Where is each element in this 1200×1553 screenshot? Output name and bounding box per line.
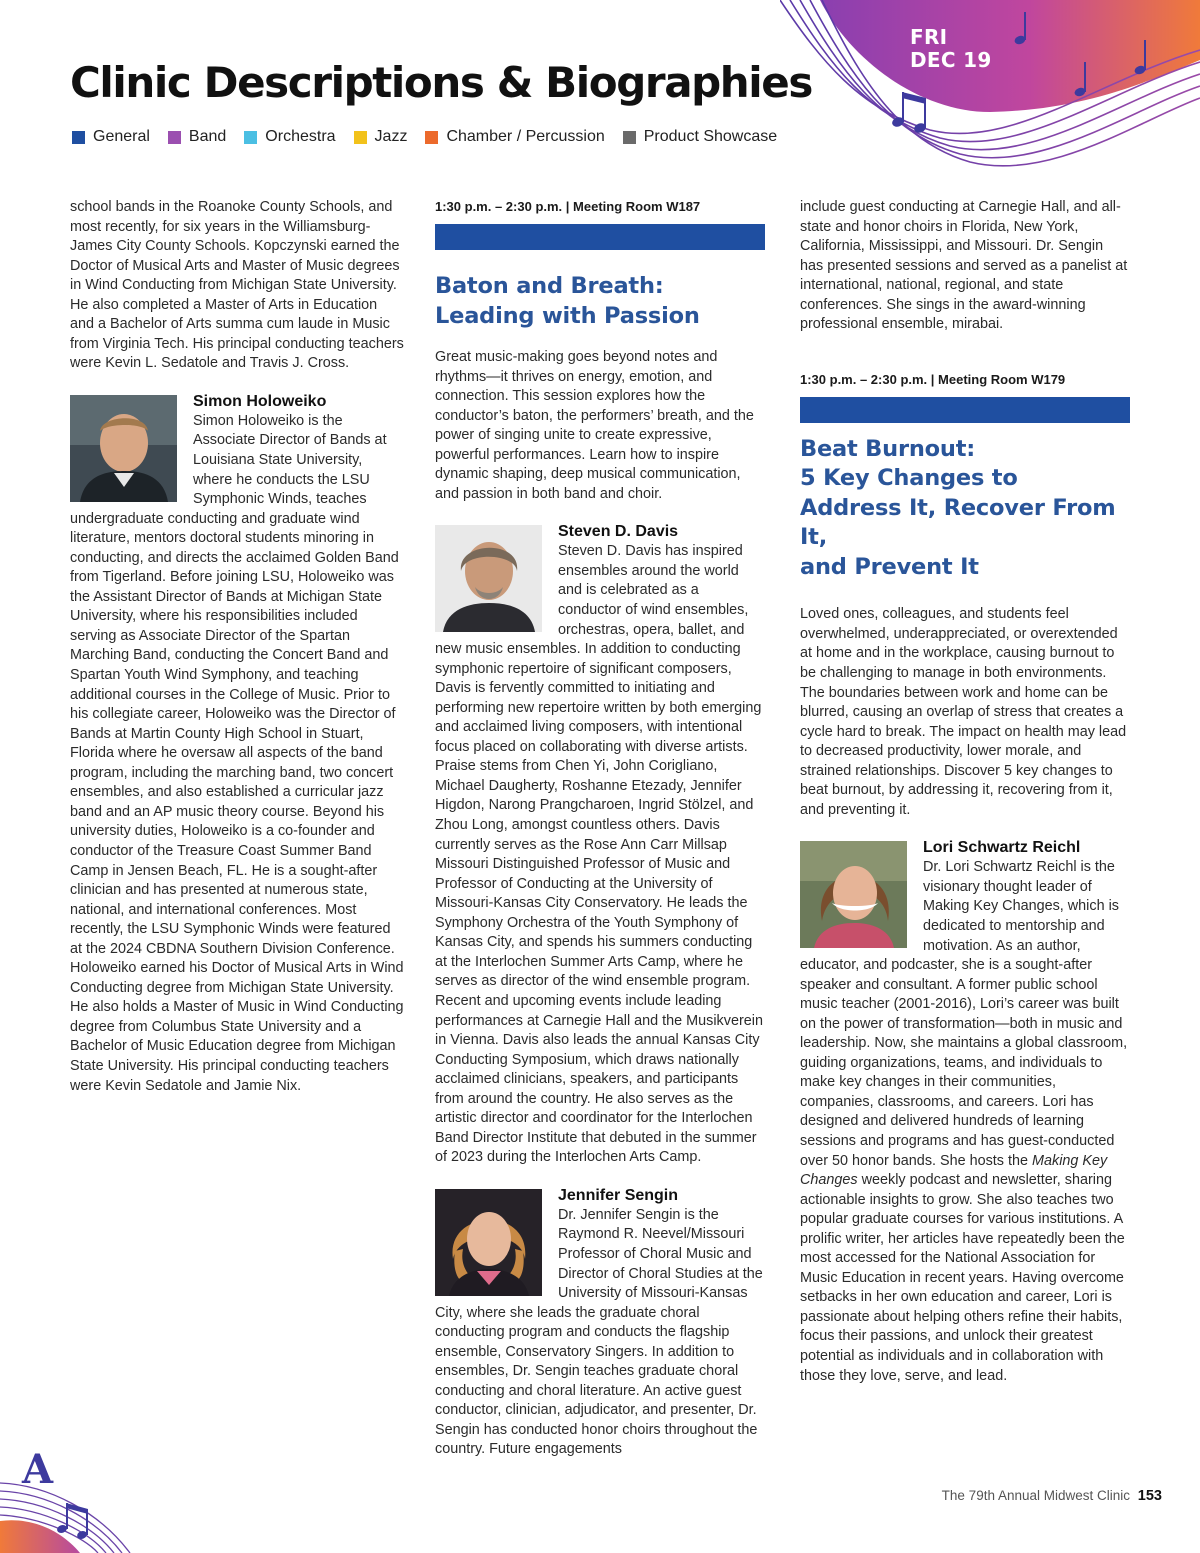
legend-item-general xyxy=(72,128,150,146)
page-title: Clinic Descriptions & Biographies xyxy=(70,58,812,107)
legend-label: Chamber / Percussion xyxy=(446,128,605,145)
legend-swatch xyxy=(425,131,438,144)
column-right xyxy=(800,198,1130,1386)
legend-item-product-showcase xyxy=(623,128,777,146)
continued-bio-text: school bands in the Roanoke County Schools, and most recently, for six years in the Williamsburg-James City County Schools. Kopczynski earned the Doctor of Musical Arts and Master of Music degrees in Wind Conducting from Michigan State University. He also completed a Master of Arts in Education and a Bachelor of Arts summa cum laude in Music from Virginia Tech. His principal conducting teachers were Kevin L. Sedatole and Travis J. Cross. xyxy=(70,199,404,372)
legend-swatch xyxy=(354,131,367,144)
bio-name: Simon Holoweiko xyxy=(193,392,327,410)
bio-lori-schwartz-reichl xyxy=(800,838,1130,1386)
bio-jennifer-sengin xyxy=(435,1186,765,1460)
portrait-photo xyxy=(70,395,177,502)
date-text: DEC 19 xyxy=(910,48,992,72)
legend-swatch xyxy=(72,131,85,144)
continued-bio-text: include guest conducting at Carnegie Hall, and all-state and honor choirs in Florida, New York, California, Mississippi, and Missouri. Dr. Sengin has presented sessions and served as a panelist at international, national, regional, and state conferences. She sings in the award-winning professional ensemble, mirabai. xyxy=(800,199,1128,333)
page-footer xyxy=(942,1488,1162,1504)
legend-item-chamber-percussion xyxy=(425,128,604,146)
session-description: Loved ones, colleagues, and students feel overwhelmed, underappreciated, or overextended at home and in the workplace, causing burnout to be challenging to manage in both environments. The boundaries between work and home can be blurred, causing an overlap of stress that creates a cycle hard to break. The impact on health may lead to decreased productivity, lower morale, and strained relationships. Discover 5 key changes to beat burnout, by addressing it, recovering from it, and preventing it. xyxy=(800,606,1127,818)
legend-item-orchestra xyxy=(244,128,335,146)
legend-swatch xyxy=(244,131,257,144)
legend-item-band xyxy=(168,128,226,146)
portrait-photo xyxy=(435,1189,542,1296)
legend-swatch xyxy=(623,131,636,144)
bio-name: Steven D. Davis xyxy=(558,523,679,541)
legend-label: Orchestra xyxy=(265,128,336,145)
footer-music-decoration xyxy=(0,1443,160,1553)
column-left xyxy=(70,198,404,1096)
session-description: Great music-making goes beyond notes and rhythms—it thrives on energy, emotion, and connection. This session explores how the conductor’s baton, the performers’ breath, and the power of singing unite to create expressive, powerful performances. Learn how to inspire dynamic shaping, deep musical communication, and passion in both band and choir. xyxy=(435,349,754,502)
session-title-line: 5 Key Changes to xyxy=(800,465,1018,492)
footer-publication: The 79th Annual Midwest Clinic xyxy=(941,1488,1131,1503)
legend-item-jazz xyxy=(354,128,408,146)
session-title-line: Beat Burnout: xyxy=(800,435,976,462)
bio-name: Lori Schwartz Reichl xyxy=(923,839,1081,857)
legend-label: Product Showcase xyxy=(643,128,778,145)
legend-label: General xyxy=(93,128,150,145)
bio-steven-davis xyxy=(435,522,765,1168)
legend-label: Band xyxy=(188,128,227,145)
session-title-line: Baton and Breath: xyxy=(435,273,664,299)
bio-name: Jennifer Sengin xyxy=(558,1186,679,1204)
session-title-line: Address It, Recover From It, xyxy=(800,494,1116,551)
legend-swatch xyxy=(168,131,181,144)
bio-text: Simon Holoweiko is the Associate Director of Bands at Louisiana State University, where he conducts the LSU Symphonic Winds, teaches undergraduate conducting and graduate wind literature, mentors doctoral students minoring in conducting, and directs the acclaimed Golden Band from Tigerland. Before joining LSU, Holoweiko was the Assistant Director of Bands at Michigan State University, where his responsibilities included serving as Associate Director of the Spartan Marching Band, conducting the Concert Band and Spartan Youth Wind Symphony, and teaching additional courses in the College of Music. Prior to his collegiate career, Holoweiko was the Director of Bands at Martin County High School in Stuart, Florida where he oversaw all aspects of the band program, including the marching band, two concert ensembles, and also established a curricular jazz band and an AP music theory course. Beyond his university duties, Holoweiko is a co-founder and conductor of the Treasure Coast Summer Band Camp in Jensen Beach, FL. He is a sought-after clinician and has presented at numerous state, national, and international conferences. Most recently, the LSU Symphonic Winds were featured at the 2024 CBDNA Southern Division Conference. Holoweiko earned his Doctor of Musical Arts in Wind Conducting degree from Michigan State University. He also holds a Master of Music in Wind Conducting degree from Columbus State University and a Bachelor of Music Education degree from Michigan State University. His principal conducting teachers were Kevin Sedatole and Jamie Nix. xyxy=(70,412,404,1094)
session-title xyxy=(435,272,765,331)
portrait-photo xyxy=(435,525,542,632)
bio-text-part: weekly podcast and newsletter, sharing actionable insights to grow. She also teaches two popular graduate courses for various institutions. A prolific writer, her articles have repeatedly been the most accessed for the National Association for Music Education in recent years. Having overcome setbacks in her own education and career, Lori is passionate about helping others refine their habits, focus their passions, and unlock their greatest potential as individuals and in collaboration with those they love, serve, and lead. xyxy=(800,1172,1125,1384)
session-title-line: and Prevent It xyxy=(800,553,979,580)
page-number: 153 xyxy=(1137,1488,1162,1504)
legend-label: Jazz xyxy=(374,128,408,145)
bio-text: Steven D. Davis has inspired ensembles around the world and is celebrated as a conductor of wind ensembles, orchestras, opera, ballet, and new music ensembles. In addition to conducting symphonic repertoire of significant composers, Davis is fervently committed to initiating and performing new repertoire written by both emerging and acclaimed living composers, with intentional focus placed on collaborating with diverse artists. Praise stems from Chen Yi, John Corigliano, Michael Daugherty, Roshanne Etezady, Jennifer Higdon, Narong Prangcharoen, Ingrid Stölzel, and Zhou Long, amongst countless others. Davis currently serves as the Rose Ann Carr Millsap Missouri Distinguished Professor of Music and Professor of Conducting at the University of Missouri-Kansas City Conservatory. He leads the Symphony Orchestra of the Youth Symphony of Kansas City, and spends his summers conducting at the Interlochen Summer Arts Camp, where he serves as director of the wind ensemble program. Recent and upcoming events include leading performances at Carnegie Hall and the Musikverein in Vienna. Davis also leads the annual Kansas City Conducting Symposium, which draws nationally acclaimed clinicians, speakers, and participants from around the country. He also serves as the artistic director and coordinator for the Interlochen Band Director Institute that debuted in the summer of 2023 during the Interlochen Arts Camp. xyxy=(435,543,763,1166)
session-category-bar xyxy=(435,224,765,250)
portrait-photo xyxy=(800,841,907,948)
category-legend xyxy=(72,128,777,146)
svg-text:A: A xyxy=(22,1446,54,1493)
podcast-title: Making Key Changes xyxy=(800,1152,1108,1189)
session-title-line: Leading with Passion xyxy=(435,302,700,329)
session-title xyxy=(800,435,1130,583)
bio-simon-holoweiko xyxy=(70,392,404,1096)
bio-text: Dr. Jennifer Sengin is the Raymond R. Neevel/Missouri Professor of Choral Music and Director of Choral Studies at the University of Missouri-Kansas City, where she leads the graduate choral conducting program and conducts the flagship ensemble, Conservatory Singers. In addition to ensembles, Dr. Sengin teaches graduate choral conducting and choral literature. An active guest conductor, clinician, adjudicator, and presenter, Dr. Sengin has conducted honor choirs throughout the country. Future engagements xyxy=(435,1206,763,1458)
column-middle xyxy=(435,198,765,1460)
session-category-bar xyxy=(800,397,1130,423)
bio-text-part: Dr. Lori Schwartz Reichl is the visionary thought leader of Making Key Changes, which is dedicated to mentorship and motivation. As an author, educator, and podcaster, she is a sought-after speaker and consultant. A former public school music teacher (2001-2016), Lori’s career was built on the power of transformation—both in music and leadership. Now, she maintains a global classroom, guiding organizations, teams, and individuals to make key changes in their communities, companies, classrooms, and careers. Lori has designed and delivered hundreds of learning sessions and programs and has guest-conducted over 50 honor bands. She hosts the xyxy=(800,859,1128,1169)
session-time-room: 1:30 p.m. – 2:30 p.m. | Meeting Room W179 xyxy=(800,371,1066,387)
date-badge xyxy=(910,26,992,72)
date-day: FRI xyxy=(910,25,948,49)
session-time-room: 1:30 p.m. – 2:30 p.m. | Meeting Room W187 xyxy=(435,199,701,214)
